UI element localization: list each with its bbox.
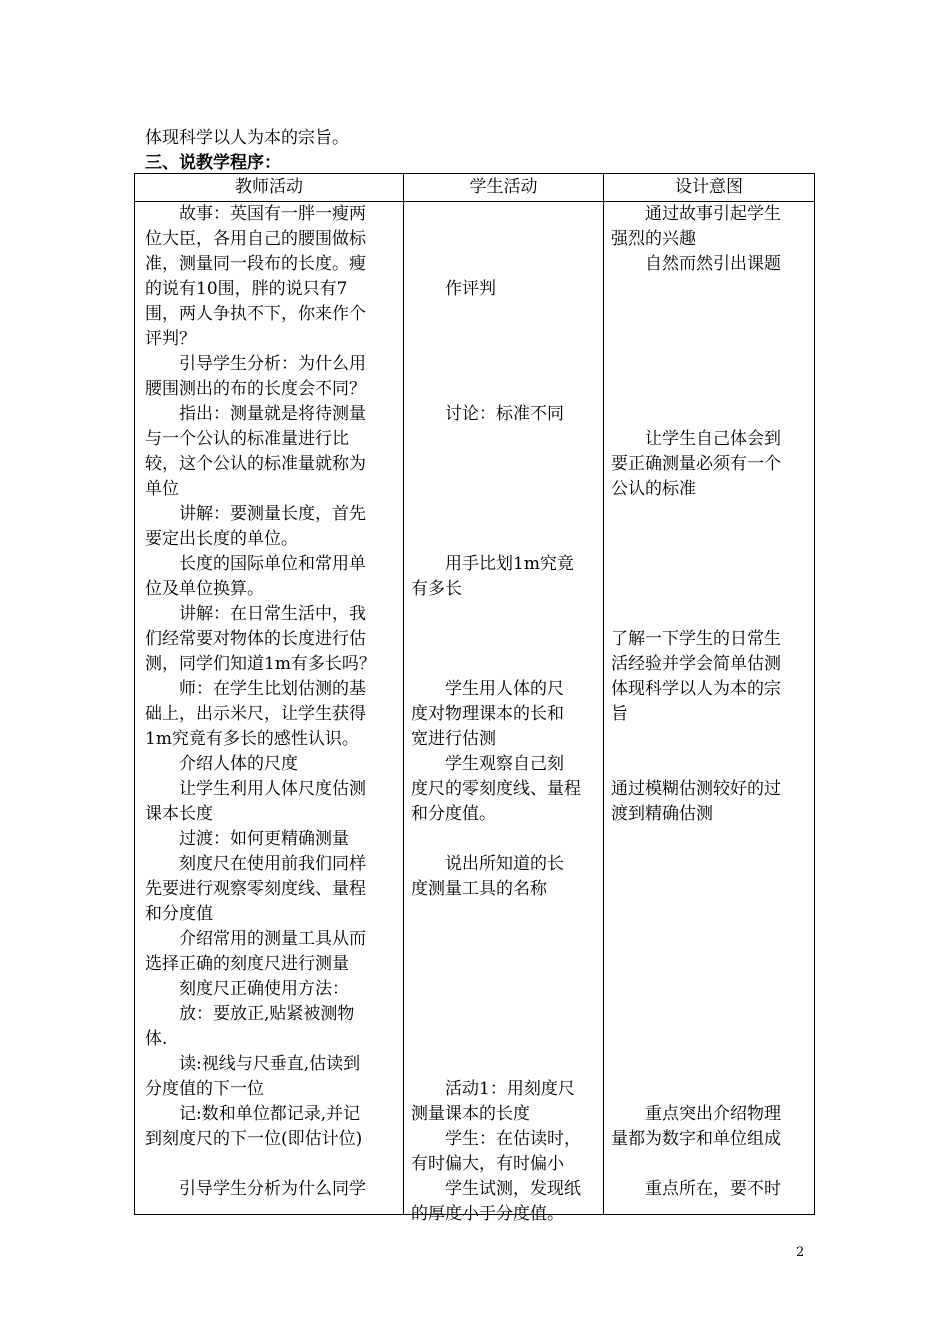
text-line: 通过故事引起学生 [645, 204, 781, 224]
blank-line [611, 327, 811, 352]
blank-line [411, 302, 599, 327]
blank-line [411, 502, 599, 527]
page-number: 2 [796, 1245, 805, 1260]
text-line: 度测量工具的名称 [411, 879, 547, 899]
header-design-intent: 设计意图 [675, 177, 743, 197]
text-line: 础上，出示米尺，让学生获得 [145, 704, 366, 724]
text-line: 活经验并学会简单估测 [611, 654, 781, 674]
teacher-activity-cell [145, 202, 397, 1202]
text-line: 记:数和单位都记录,并记 [145, 1104, 361, 1124]
blank-line [145, 1152, 397, 1177]
blank-line [411, 652, 599, 677]
blank-line [411, 352, 599, 377]
text-line: 长度的国际单位和常用单 [145, 554, 366, 574]
text-line: 讲解：要测量长度，首先 [145, 504, 366, 524]
text-line: 让学生利用人体尺度估测 [145, 779, 366, 799]
text-line: 与一个公认的标准量进行比 [145, 429, 349, 449]
text-line: 有时偏大，有时偏小 [411, 1154, 564, 1174]
text-line: 先要进行观察零刻度线、量程 [145, 879, 366, 899]
blank-line [411, 452, 599, 477]
text-line: 位及单位换算。 [145, 579, 264, 599]
text-line: 的厚度小于分度值。 [411, 1204, 564, 1224]
blank-line [411, 327, 599, 352]
blank-line [611, 577, 811, 602]
blank-line [411, 1027, 599, 1052]
blank-line [611, 1027, 811, 1052]
text-line: 测量课本的长度 [411, 1104, 530, 1124]
text-line: 自然而然引出课题 [645, 254, 781, 274]
text-line: 指出：测量就是将待测量 [145, 404, 366, 424]
blank-line [611, 352, 811, 377]
text-line: 学生：在估读时， [445, 1129, 581, 1149]
blank-line [411, 602, 599, 627]
text-line: 公认的标准 [611, 479, 696, 499]
text-line: 要正确测量必须有一个 [611, 454, 781, 474]
blank-line [611, 302, 811, 327]
text-line: 腰围测出的布的长度会不同？ [145, 379, 366, 399]
text-line: 通过模糊估测较好的过 [611, 779, 781, 799]
blank-line [411, 1052, 599, 1077]
text-line: 学生观察自己刻 [445, 754, 564, 774]
text-line: 有多长 [411, 579, 462, 599]
blank-line [611, 952, 811, 977]
text-line: 重点所在，要不时 [645, 1179, 781, 1199]
blank-line [611, 727, 811, 752]
header-student-activity: 学生活动 [469, 177, 538, 197]
text-line: 选择正确的刻度尺进行测量 [145, 954, 349, 974]
text-line: 故事：英国有一胖一瘦两 [145, 204, 366, 224]
text-line: 较，这个公认的标准量就称为 [145, 454, 366, 474]
blank-line [611, 402, 811, 427]
blank-line [611, 902, 811, 927]
text-line: 过渡：如何更精确测量 [145, 829, 349, 849]
blank-line [611, 502, 811, 527]
text-line: 体. [145, 1029, 168, 1049]
text-line: 渡到精确估测 [611, 804, 713, 824]
text-line: 评判？ [145, 329, 196, 349]
text-line: 了解一下学生的日常生 [611, 629, 781, 649]
text-line: 准，测量同一段布的长度。瘦 [145, 254, 366, 274]
text-line: 作评判 [445, 279, 496, 299]
text-line: 分度值的下一位 [145, 1079, 264, 1099]
text-line: 围，两人争执不下，你来作个 [145, 304, 366, 324]
blank-line [411, 952, 599, 977]
blank-line [611, 602, 811, 627]
blank-line [411, 827, 599, 852]
text-line: 学生试测，发现纸 [445, 1179, 581, 1199]
blank-line [611, 277, 811, 302]
blank-line [611, 927, 811, 952]
blank-line [411, 377, 599, 402]
text-line: 引导学生分析：为什么用 [145, 354, 366, 374]
header-teacher-activity: 教师活动 [235, 177, 303, 197]
text-line: 介绍常用的测量工具从而 [145, 929, 366, 949]
text-line: 和分度值。 [411, 804, 496, 824]
blank-line [411, 927, 599, 952]
text-line: 引导学生分析为什么同学 [145, 1179, 366, 1199]
blank-line [611, 527, 811, 552]
blank-line [411, 527, 599, 552]
text-line: 活动1：用刻度尺 [445, 1079, 575, 1099]
text-line: 课本长度 [145, 804, 213, 824]
text-line: 讨论：标准不同 [445, 404, 564, 424]
blank-line [611, 1077, 811, 1102]
text-line: 体现科学以人为本的宗 [611, 679, 781, 699]
blank-line [611, 877, 811, 902]
text-line: 要定出长度的单位。 [145, 529, 298, 549]
blank-line [611, 977, 811, 1002]
blank-line [411, 627, 599, 652]
blank-line [411, 227, 599, 252]
intro-line: 体现科学以人为本的宗旨。 [145, 128, 349, 148]
text-line: 刻度尺在使用前我们同样 [145, 854, 366, 874]
text-line: 1m究竟有多长的感性认识。 [145, 729, 359, 749]
text-line: 读:视线与尺垂直,估读到 [145, 1054, 361, 1074]
text-line: 单位 [145, 479, 179, 499]
column-divider [403, 174, 404, 1214]
design-intent-cell [611, 202, 811, 1202]
section-heading: 三、说教学程序： [145, 153, 281, 173]
blank-line [611, 752, 811, 777]
blank-line [611, 377, 811, 402]
text-line: 旨 [611, 704, 628, 724]
text-line: 的说有10围，胖的说只有7 [145, 279, 348, 299]
text-line: 师：在学生比划估测的基 [145, 679, 366, 699]
blank-line [411, 427, 599, 452]
teaching-procedure-table [134, 173, 815, 1224]
blank-line [611, 1002, 811, 1027]
text-line: 用手比划1m究竟 [445, 554, 574, 574]
blank-line [411, 1002, 599, 1027]
blank-line [611, 1052, 811, 1077]
student-activity-cell [411, 202, 599, 1227]
text-line: 测，同学们知道1m有多长吗？ [145, 654, 376, 674]
text-line: 放：要放正,贴紧被测物 [145, 1004, 355, 1024]
blank-line [411, 902, 599, 927]
text-line: 介绍人体的尺度 [145, 754, 298, 774]
blank-line [611, 1152, 811, 1177]
blank-line [611, 852, 811, 877]
text-line: 量都为数字和单位组成 [611, 1129, 781, 1149]
blank-line [411, 252, 599, 277]
text-line: 和分度值 [145, 904, 213, 924]
blank-line [411, 977, 599, 1002]
blank-line [611, 552, 811, 577]
text-line: 们经常要对物体的长度进行估 [145, 629, 366, 649]
blank-line [611, 827, 811, 852]
column-divider [603, 174, 604, 1214]
text-line: 学生用人体的尺 [445, 679, 564, 699]
text-line: 度对物理课本的长和 [411, 704, 564, 724]
blank-line [411, 477, 599, 502]
text-line: 强烈的兴趣 [611, 229, 696, 249]
text-line: 讲解：在日常生活中，我 [145, 604, 366, 624]
text-line: 说出所知道的长 [445, 854, 564, 874]
text-line: 到刻度尺的下一位(即估计位) [145, 1129, 363, 1149]
text-line: 重点突出介绍物理 [645, 1104, 781, 1124]
text-line: 刻度尺正确使用方法： [145, 979, 349, 999]
text-line: 宽进行估测 [411, 729, 496, 749]
text-line: 度尺的零刻度线、量程 [411, 779, 581, 799]
blank-line [411, 202, 599, 227]
text-line: 让学生自己体会到 [645, 429, 781, 449]
text-line: 位大臣，各用自己的腰围做标 [145, 229, 366, 249]
